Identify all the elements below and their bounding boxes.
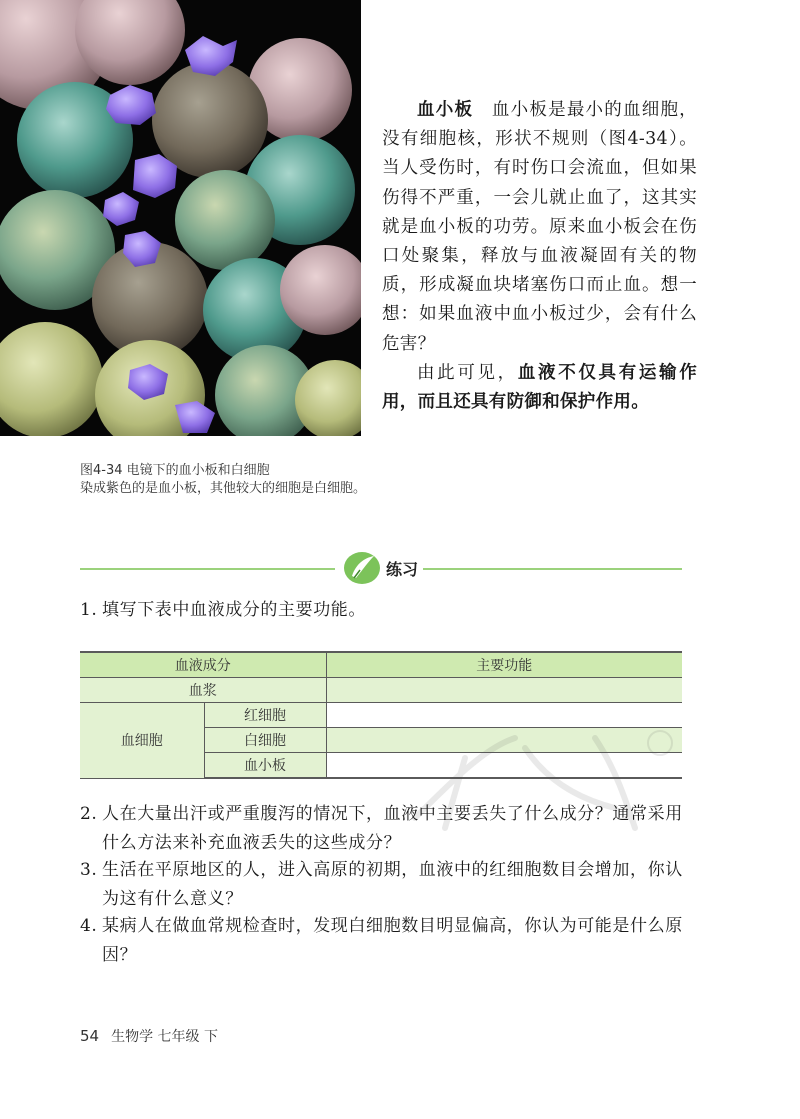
figure-caption (80, 462, 370, 498)
exercise-label: 练习 (386, 560, 419, 579)
question-4-number: 4. (80, 916, 98, 936)
cell-platelet: 血小板 (204, 753, 326, 779)
exercise-header (80, 552, 682, 586)
question-1 (80, 596, 690, 625)
question-2 (80, 800, 690, 857)
page-footer (80, 1026, 218, 1046)
conclusion-bold: 血液不仅具有运输作用，而且还具有防御和保护作用。 (382, 362, 698, 413)
question-3 (80, 856, 690, 913)
question-1-number: 1. (80, 600, 98, 620)
conclusion-intro: 由此可见， (417, 362, 518, 383)
page-number: 54 (80, 1027, 100, 1045)
question-2-text: 人在大量出汗或严重腹泻的情况下，血液中主要丢失了什么成分？通常采用什么方法来补充血液丢失的这些成分？ (102, 804, 683, 853)
book-title: 生物学 七年级 下 (111, 1029, 218, 1045)
platelet-text: 血小板是最小的血细胞，没有细胞核，形状不规则（图4-34）。当人受伤时，有时伤口会流血，但如果伤得不严重，一会儿就止血了，这其实就是血小板的功劳。原来血小板会在伤口处聚集，释放与血液凝固有关的物质，形成凝血块堵塞伤口而止血。想一想：如果血液中血小板过少，会有什么危害？ (382, 100, 697, 354)
figure-title: 图4-34 电镜下的血小板和白细胞 (80, 463, 270, 478)
platelet-heading: 血小板 (417, 100, 474, 120)
table-header-row (80, 652, 682, 678)
paragraph-platelet (382, 96, 697, 359)
divider-left (80, 568, 335, 570)
cell-wbc: 白细胞 (204, 728, 326, 753)
question-1-text: 填写下表中血液成分的主要功能。 (102, 600, 366, 620)
platelet-section (382, 96, 697, 417)
paragraph-conclusion (382, 359, 697, 417)
cell-plasma-function[interactable] (326, 678, 682, 703)
table-row (80, 678, 682, 703)
divider-right (423, 568, 682, 570)
micrograph-image (0, 0, 361, 436)
cell-rbc: 红细胞 (204, 703, 326, 728)
header-component: 血液成分 (80, 652, 326, 678)
header-function: 主要功能 (326, 652, 682, 678)
question-3-text: 生活在平原地区的人，进入高原的初期，血液中的红细胞数目会增加，你认为这有什么意义？ (102, 860, 683, 909)
cell-plasma: 血浆 (80, 678, 326, 703)
pen-leaf-icon (342, 550, 382, 586)
question-2-number: 2. (80, 804, 98, 824)
question-3-number: 3. (80, 860, 98, 880)
cell-blood-cells: 血细胞 (80, 703, 204, 779)
blood-cells-illustration (0, 0, 361, 436)
question-4 (80, 912, 690, 969)
question-4-text: 某病人在做血常规检查时，发现白细胞数目明显偏高，你认为可能是什么原因？ (102, 916, 683, 965)
figure-caption-text: 染成紫色的是血小板，其他较大的细胞是白细胞。 (80, 481, 367, 496)
